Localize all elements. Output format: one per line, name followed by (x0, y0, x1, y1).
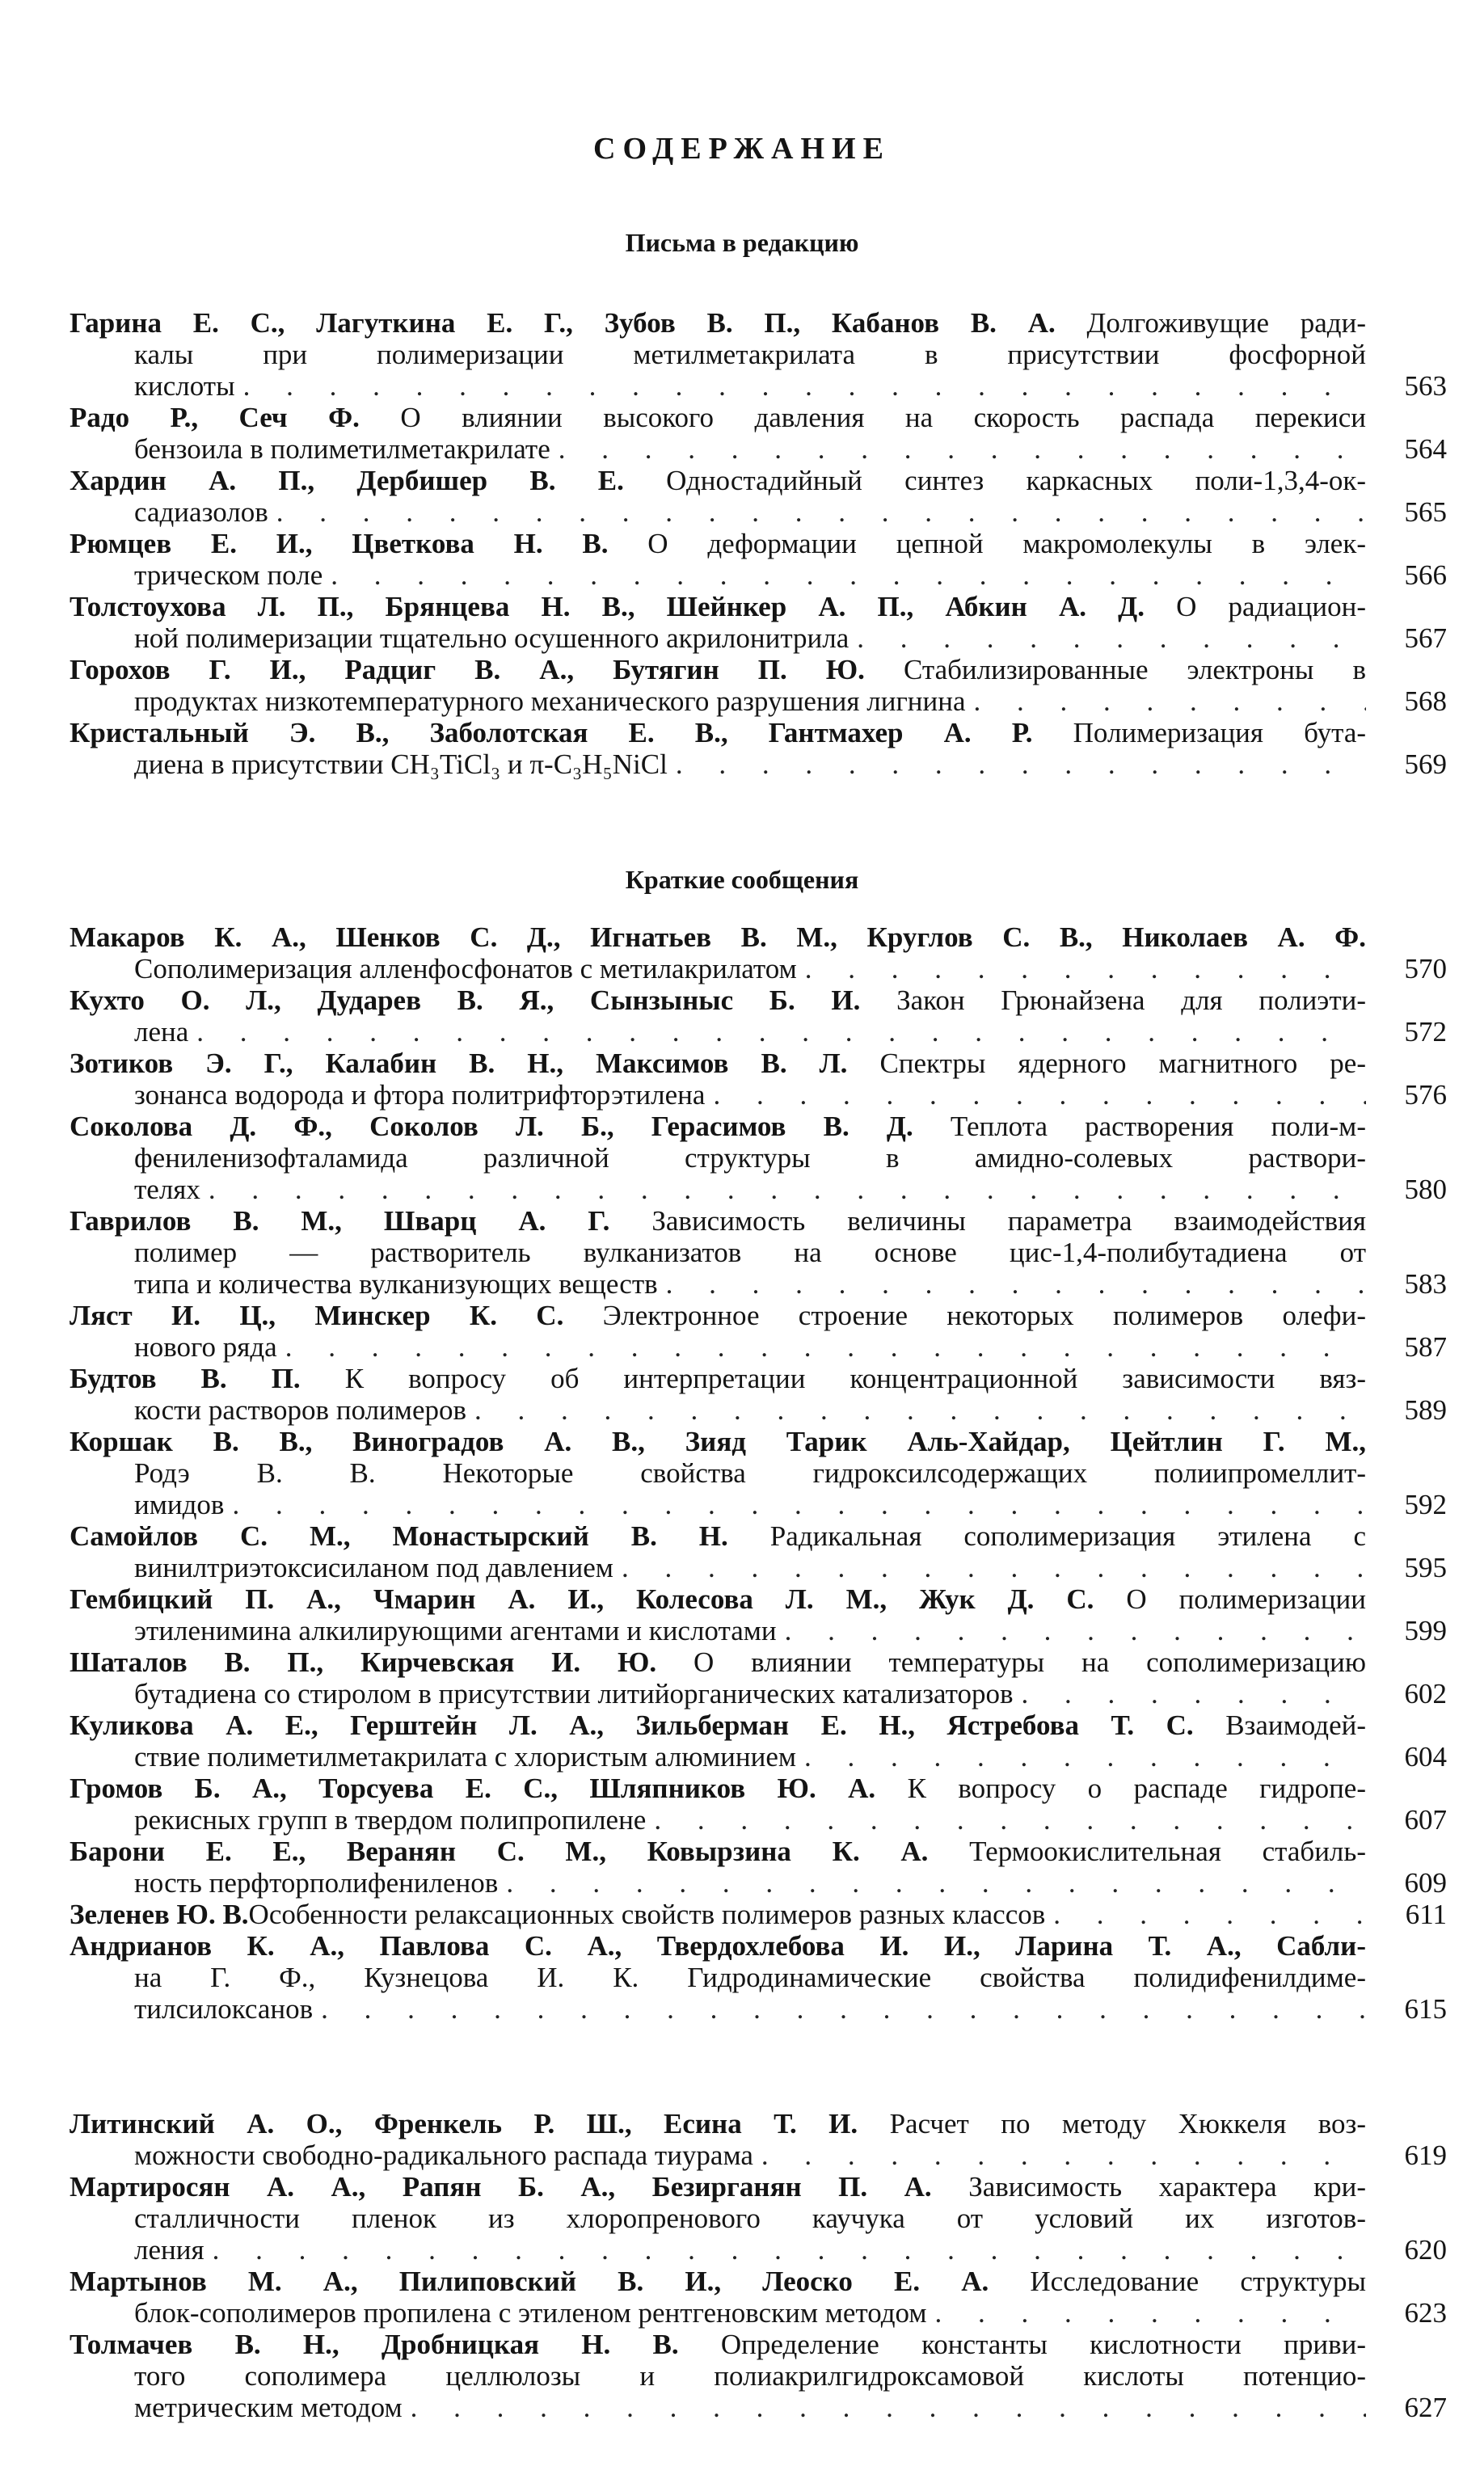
toc-entry-title-text: Расчет по методу Хюккеля воз- (889, 2108, 1367, 2139)
toc-entry (70, 1111, 1447, 1205)
toc-entry (70, 2171, 1447, 2266)
toc-entry-title-text: Стабилизированные электроны в (903, 654, 1366, 685)
leader-dots (498, 1867, 1366, 1899)
page-number: 595 (1404, 1552, 1447, 1583)
toc-entry-title-text: Полимеризация бута- (1073, 717, 1367, 748)
toc-entry-title-line (70, 1678, 1366, 1709)
toc-entry (70, 654, 1447, 717)
toc-entry-authors: Будтов В. П. (70, 1363, 301, 1394)
toc-entry-title-text: Термоокислительная стабиль- (969, 1836, 1367, 1867)
toc-entry-title-text: блок-сополимеров пропилена с этиленом рентгеновским методом (134, 2297, 927, 2329)
toc-entry-first-line (70, 402, 1366, 433)
toc-entry-title-text: лена (134, 1016, 189, 1048)
toc-entry-authors: Хардин А. П., Дербишер В. Е. (70, 465, 624, 496)
toc-entry-title-text: Долгоживущие ради- (1086, 307, 1366, 339)
toc-entry (70, 2329, 1447, 2423)
toc-entry-first-line (70, 1899, 1366, 1930)
toc-entry-title-text: фениленизофталамида различной структуры в амидно-солевых раствори- (134, 1142, 1366, 1174)
toc-entry (70, 1646, 1447, 1709)
toc-entry-title-line (70, 1993, 1366, 2025)
toc-entry-title-line (70, 1962, 1366, 1993)
toc-entry-title-line (70, 1331, 1366, 1363)
toc-entry-title-text: Закон Грюнайзена для полиэти- (896, 984, 1367, 1016)
toc-entry-title-text: того сополимера целлюлозы и полиакрилгидроксамовой кислоты потенцио- (134, 2360, 1366, 2392)
leader-dots (224, 1489, 1366, 1520)
page-number: 599 (1404, 1615, 1447, 1646)
page-number: 567 (1404, 622, 1447, 654)
toc-entry-title-text: Теплота растворения поли-м- (950, 1111, 1366, 1142)
toc-entry (70, 1363, 1447, 1426)
toc-entry-title-text: ность перфторполифениленов (134, 1867, 499, 1899)
toc-entry-first-line (70, 1583, 1366, 1615)
toc-entry-title-text: Взаимодей- (1225, 1709, 1366, 1741)
toc-entry (70, 1773, 1447, 1836)
toc-entry (70, 307, 1447, 402)
leader-dots (849, 622, 1366, 654)
toc-entry-first-line (70, 2108, 1366, 2139)
toc-entry-authors: Толстоухова Л. П., Брянцева Н. В., Шейнкер А. П., Абкин А. Д. (70, 591, 1145, 622)
toc-entry-title-text: диена в присутствии CH₃TiCl₃ и π-C₃H₅NiCl (134, 748, 668, 780)
toc-entry (70, 591, 1447, 654)
leader-dots (235, 370, 1366, 402)
leader-dots (966, 685, 1366, 717)
toc-entry-title-text: бутадиена со стиролом в присутствии литийорганических катализаторов (134, 1678, 1014, 1709)
leader-dots (1014, 1678, 1366, 1709)
toc-entry-title-text: нового ряда (134, 1331, 277, 1363)
toc-entry-authors: Кухто О. Л., Дударев В. Я., Сынзыныс Б. И. (70, 984, 861, 1016)
toc-entry-title-line (70, 1804, 1366, 1836)
leader-dots (658, 1268, 1366, 1300)
toc-entry-title-text: Одностадийный синтез каркасных поли-1,3,4-ок- (666, 465, 1367, 496)
toc-entry-title-line (70, 1741, 1366, 1773)
page-number: 611 (1405, 1899, 1447, 1930)
toc-entry-authors: Коршак В. В., Виноградов А. В., Зияд Тарик Аль-Хайдар, Цейтлин Г. М., (70, 1426, 1366, 1457)
toc-entry-title-line (70, 622, 1366, 654)
toc-entry (70, 1709, 1447, 1773)
page-number: 604 (1404, 1741, 1447, 1773)
toc-entry-first-line (70, 528, 1366, 559)
toc-entry-authors: Гарина Е. С., Лагуткина Е. Г., Зубов В. П., Кабанов В. А. (70, 307, 1056, 339)
toc-entry-title-line (70, 1552, 1366, 1583)
toc-entry-title-text: сталличности пленок из хлоропренового каучука от условий их изготов- (134, 2203, 1366, 2234)
toc-entry-title-text: бензоила в полиметилметакрилате (134, 433, 550, 465)
toc-entry-first-line (70, 921, 1366, 953)
toc-entry-title-line (70, 685, 1366, 717)
leader-dots (777, 1615, 1366, 1646)
leader-dots (797, 953, 1366, 984)
toc-entry-title-text: О полимеризации (1126, 1583, 1367, 1615)
section-heading-brief: Краткие сообщения (625, 865, 859, 894)
toc-entry-title-text: Сополимеризация алленфосфонатов с метилакрилатом (134, 953, 797, 984)
toc-entry-title-text: типа и количества вулканизующих веществ (134, 1268, 658, 1300)
toc-entry-title-text: метрическим методом (134, 2392, 403, 2423)
toc-entry-title-text: Родэ В. В. Некоторые свойства гидроксилсодержащих полиипромеллит- (134, 1457, 1366, 1489)
toc-entry-title-text: калы при полимеризации метилметакрилата в присутствии фосфорной (134, 339, 1366, 370)
page-number: 576 (1404, 1079, 1447, 1111)
toc-entry (70, 1048, 1447, 1111)
toc-entry-first-line (70, 1363, 1366, 1394)
toc-entry-authors: Гембицкий П. А., Чмарин А. И., Колесова Л. М., Жук Д. С. (70, 1583, 1094, 1615)
page-number: 564 (1404, 433, 1447, 465)
toc-entry (70, 465, 1447, 528)
toc-entry-title-text: ствие полиметилметакрилата с хлористым алюминием (134, 1741, 797, 1773)
toc-entry-first-line (70, 2329, 1366, 2360)
toc-entry-title-text: продуктах низкотемпературного механического разрушения лигнина (134, 685, 966, 717)
toc-entry-first-line (70, 1048, 1366, 1079)
toc-entry (70, 1583, 1447, 1646)
toc-entry-title-line (70, 2392, 1366, 2423)
toc-entry (70, 528, 1447, 591)
toc-entry-title-line (70, 1237, 1366, 1268)
toc-entry-title-line (70, 339, 1366, 370)
leader-dots (927, 2297, 1366, 2329)
toc-entry-first-line (70, 1300, 1366, 1331)
toc-entry (70, 984, 1447, 1048)
toc-entry-title-text: полимер — растворитель вулканизатов на основе цис-1,4-полибутадиена от (134, 1237, 1366, 1268)
toc-entry-authors: Самойлов С. М., Монастырский В. Н. (70, 1520, 728, 1552)
toc-entry-title-text: О радиацион- (1176, 591, 1366, 622)
toc-entry-title-line (70, 559, 1366, 591)
toc-entry-first-line (70, 1836, 1366, 1867)
leader-dots (313, 1993, 1366, 2025)
toc-entry-first-line (70, 1520, 1366, 1552)
leader-dots (188, 1016, 1366, 1048)
leader-dots (466, 1394, 1366, 1426)
toc-entry (70, 1205, 1447, 1300)
toc-entry-title-line (70, 2360, 1366, 2392)
toc-entry-title-text: этиленимина алкилирующими агентами и кислотами (134, 1615, 777, 1646)
leader-dots (403, 2392, 1366, 2423)
leader-dots (613, 1552, 1366, 1583)
toc-entry-authors: Толмачев В. Н., Дробницкая Н. В. (70, 2329, 679, 2360)
toc-section-other (70, 2108, 1447, 2423)
toc-entry-first-line (70, 1205, 1366, 1237)
toc-entry-first-line (70, 717, 1366, 748)
toc-entry-first-line (70, 1773, 1366, 1804)
toc-entry-first-line (70, 1646, 1366, 1678)
toc-entry-first-line (70, 307, 1366, 339)
toc-entry-authors: Ляст И. Ц., Минскер К. С. (70, 1300, 564, 1331)
toc-entry-authors: Шаталов В. П., Кирчевская И. Ю. (70, 1646, 657, 1678)
toc-entry-title-text: Зависимость величины параметра взаимодействия (651, 1205, 1367, 1237)
toc-entry-first-line (70, 984, 1366, 1016)
toc-entry-title-line (70, 2234, 1366, 2266)
toc-entry-authors: Кристальный Э. В., Заболотская Е. В., Гантмахер А. Р. (70, 717, 1033, 748)
toc-entry (70, 1930, 1447, 2025)
leader-dots (204, 2234, 1366, 2266)
toc-entry-title-text: кислоты (134, 370, 235, 402)
toc-entry-title-text: ной полимеризации тщательно осушенного акрилонитрила (134, 622, 850, 654)
toc-entry-authors: Барони Е. Е., Веранян С. М., Ковырзина К. А. (70, 1836, 929, 1867)
toc-entry-title-text: можности свободно-радикального распада тиурама (134, 2139, 753, 2171)
toc-entry-first-line (70, 1709, 1366, 1741)
toc-entry-title-line (70, 370, 1366, 402)
toc-entry-first-line (70, 1426, 1366, 1457)
toc-entry-title-text: Особенности релаксационных свойств полимеров разных классов (248, 1899, 1046, 1930)
toc-entry-title-line (70, 2139, 1366, 2171)
page-number: 570 (1404, 953, 1447, 984)
leader-dots (268, 496, 1366, 528)
toc-entry-title-line (70, 2203, 1366, 2234)
page-number: 572 (1404, 1016, 1447, 1048)
toc-entry-title-text: трическом поле (134, 559, 323, 591)
page-number: 623 (1404, 2297, 1447, 2329)
page-number: 609 (1404, 1867, 1447, 1899)
toc-entry-first-line (70, 1930, 1366, 1962)
leader-dots (1045, 1899, 1366, 1930)
toc-entry-title-text: рекисных групп в твердом полипропилене (134, 1804, 647, 1836)
toc-entry-authors: Литинский А. О., Френкель Р. Ш., Есина Т. И. (70, 2108, 858, 2139)
toc-entry-title-text: О влиянии температуры на сополимеризацию (693, 1646, 1366, 1678)
leader-dots (550, 433, 1366, 465)
toc-entry-title-line (70, 1489, 1366, 1520)
page-number: 587 (1404, 1331, 1447, 1363)
page-number: 607 (1404, 1804, 1447, 1836)
toc-entry-title-text: имидов (134, 1489, 225, 1520)
leader-dots (277, 1331, 1366, 1363)
page-number: 583 (1404, 1268, 1447, 1300)
toc-entry-title-text: Радикальная сополимеризация этилена с (769, 1520, 1367, 1552)
toc-entry-first-line (70, 1111, 1366, 1142)
toc-entry-title-line (70, 1079, 1366, 1111)
toc-entry-title-line (70, 1174, 1366, 1205)
toc-entry-title-text: винилтриэтоксисиланом под давлением (134, 1552, 613, 1583)
toc-entry-authors: Зотиков Э. Г., Калабин В. Н., Максимов В. Л. (70, 1048, 848, 1079)
page-number: 615 (1404, 1993, 1447, 2025)
leader-dots (705, 1079, 1366, 1111)
leader-dots (753, 2139, 1366, 2171)
toc-section-brief (70, 921, 1447, 2025)
toc-entry-title-text: Электронное строение некоторых полимеров олефи- (602, 1300, 1366, 1331)
toc-entry (70, 921, 1447, 984)
leader-dots (200, 1174, 1366, 1205)
section-heading-letters: Письма в редакцию (625, 228, 859, 257)
toc-entry-first-line (70, 465, 1366, 496)
toc-entry (70, 717, 1447, 780)
page-number: 619 (1404, 2139, 1447, 2171)
page-number: 563 (1404, 370, 1447, 402)
page-number: 592 (1404, 1489, 1447, 1520)
toc-entry-title-line (70, 1142, 1366, 1174)
leader-dots (796, 1741, 1366, 1773)
page-number: 566 (1404, 559, 1447, 591)
page-number: 589 (1404, 1394, 1447, 1426)
toc-entry-title-line (70, 2297, 1366, 2329)
page-title: СОДЕРЖАНИЕ (593, 132, 891, 166)
toc-entry (70, 2108, 1447, 2171)
toc-entry-title-line (70, 953, 1366, 984)
toc-entry-title-text: К вопросу об интерпретации концентрационной зависимости вяз- (344, 1363, 1367, 1394)
toc-entry-title-text: ления (134, 2234, 204, 2266)
toc-entry-title-line (70, 748, 1366, 780)
toc-entry-authors: Макаров К. А., Шенков С. Д., Игнатьев В. М., Круглов С. В., Николаев А. Ф. (70, 921, 1366, 953)
toc-entry-authors: Соколова Д. Ф., Соколов Л. Б., Герасимов В. Д. (70, 1111, 913, 1142)
toc-entry-authors: Громов Б. А., Торсуева Е. С., Шляпников Ю. А. (70, 1773, 876, 1804)
page-number: 569 (1404, 748, 1447, 780)
toc-entry-authors: Мартынов М. А., Пилиповский В. И., Леоско Е. А. (70, 2266, 989, 2297)
toc-entry (70, 2266, 1447, 2329)
toc-entry-title-text: О деформации цепной макромолекулы в элек- (647, 528, 1366, 559)
page-number: 627 (1404, 2392, 1447, 2423)
toc-entry (70, 402, 1447, 465)
toc-entry-title-text: Определение константы кислотности приви- (720, 2329, 1367, 2360)
toc-entry (70, 1899, 1447, 1930)
page-number: 568 (1404, 685, 1447, 717)
toc-entry-title-text: телях (134, 1174, 200, 1205)
toc-entry-authors: Радо Р., Сеч Ф. (70, 402, 360, 433)
toc-entry-title-text: тилсилоксанов (134, 1993, 314, 2025)
toc-entry-authors: Зеленев Ю. В. (70, 1899, 249, 1930)
toc-entry-title-text: на Г. Ф., Кузнецова И. К. Гидродинамические свойства полидифенилдиме- (134, 1962, 1366, 1993)
toc-entry-first-line (70, 654, 1366, 685)
page-number: 620 (1404, 2234, 1447, 2266)
toc-entry-first-line (70, 591, 1366, 622)
toc-entry-title-text: кости растворов полимеров (134, 1394, 467, 1426)
toc-entry (70, 1426, 1447, 1520)
toc-entry-authors: Андрианов К. А., Павлова С. А., Твердохлебова И. И., Ларина Т. А., Сабли- (70, 1930, 1366, 1962)
toc-entry-title-line (70, 433, 1366, 465)
toc-entry-first-line (70, 2266, 1366, 2297)
toc-entry-authors: Куликова А. Е., Герштейн Л. А., Зильберман Е. Н., Ястребова Т. С. (70, 1709, 1194, 1741)
toc-entry-title-line (70, 1457, 1366, 1489)
toc-entry-authors: Мартиросян А. А., Рапян Б. А., Безирганян П. А. (70, 2171, 932, 2203)
toc-entry-title-text: О влиянии высокого давления на скорость распада перекиси (400, 402, 1367, 433)
toc-entry (70, 1836, 1447, 1899)
toc-entry-authors: Гаврилов В. М., Шварц А. Г. (70, 1205, 610, 1237)
toc-entry-title-text: Спектры ядерного магнитного ре- (879, 1048, 1366, 1079)
toc-entry-title-text: Исследование структуры (1030, 2266, 1367, 2297)
toc-entry-title-text: садиазолов (134, 496, 268, 528)
toc-entry-title-text: зонанса водорода и фтора политрифторэтилена (134, 1079, 706, 1111)
leader-dots (646, 1804, 1366, 1836)
toc-entry-authors: Рюмцев Е. И., Цветкова Н. В. (70, 528, 609, 559)
toc-entry (70, 1300, 1447, 1363)
toc-entry-first-line (70, 2171, 1366, 2203)
toc-entry-title-line (70, 1394, 1366, 1426)
leader-dots (323, 559, 1366, 591)
toc-section-letters (70, 307, 1447, 780)
page-number: 580 (1404, 1174, 1447, 1205)
toc-entry-title-text: Зависимость характера кри- (968, 2171, 1366, 2203)
page-number: 602 (1404, 1678, 1447, 1709)
toc-entry-authors: Горохов Г. И., Радциг В. А., Бутягин П. Ю. (70, 654, 865, 685)
toc-entry-title-line (70, 1016, 1366, 1048)
toc-entry-title-line (70, 1615, 1366, 1646)
toc-entry-title-line (70, 1867, 1366, 1899)
toc-entry-title-line (70, 496, 1366, 528)
toc-entry (70, 1520, 1447, 1583)
toc-entry-title-line (70, 1268, 1366, 1300)
leader-dots (668, 748, 1366, 780)
page-number: 565 (1404, 496, 1447, 528)
toc-entry-title-text: К вопросу о распаде гидропе- (907, 1773, 1366, 1804)
